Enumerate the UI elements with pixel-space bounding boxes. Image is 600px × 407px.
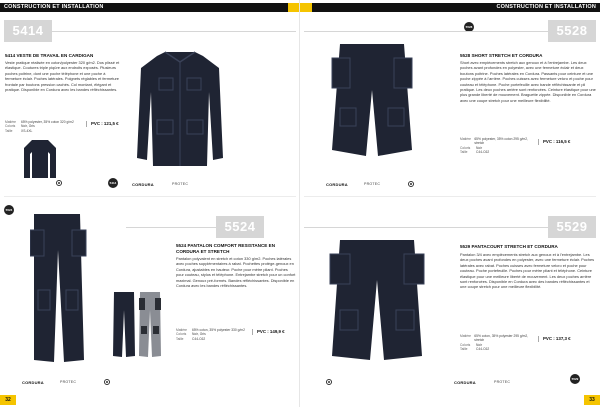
- cordura-logo: [132, 182, 154, 187]
- trousers-variant-black: [112, 290, 136, 360]
- spec-label: Coloris: [460, 145, 471, 150]
- protec-logo: [364, 182, 380, 186]
- protec-logo: [172, 182, 188, 186]
- product-code: 5414: [4, 20, 52, 42]
- product-description: Veste pratique réalisée en coton/polyester 320 g/m2. Dos plissé et élastique. Coutures triple piqûre aux endroits exposés. Plusieurs poches poitrine, dont une poche téléphone et une poche à fermeture éclair. Poches latérales. Poignets réglables et fermeture frontale par boutons pression cachés. Col montant, élégant et pratique. Disponible en Cordura avec les bandes réfléchissantes.: [5, 60, 120, 93]
- cordura-text: CORDURA: [132, 182, 154, 187]
- section-divider: [304, 196, 596, 197]
- section-title: CONSTRUCTION ET INSTALLATION: [496, 4, 596, 10]
- right-page: [300, 0, 600, 407]
- jacket-back-image: [22, 138, 58, 180]
- spec-label: Coloris: [176, 332, 187, 337]
- product-specs: [460, 137, 532, 155]
- certification-icon: [408, 181, 414, 187]
- spec-label: Taille: [460, 150, 468, 155]
- spec-label: Taille: [5, 128, 13, 133]
- protec-text: PROTEC: [60, 380, 77, 384]
- protec-logo: [60, 380, 76, 384]
- product-specs: [176, 328, 248, 341]
- spec-value: 65% polyester, 35% coton 320 g/m2: [21, 120, 74, 124]
- eco-badge: 5529: [570, 374, 580, 384]
- spec-value: C44-C62: [476, 347, 490, 352]
- certification-icon: [56, 180, 62, 186]
- spec-label: Matière: [460, 137, 471, 141]
- product-code: 5528: [548, 20, 596, 42]
- product-code-line: [52, 31, 296, 32]
- trousers-image: [30, 210, 88, 368]
- product-code: 5524: [216, 216, 264, 238]
- header-accent: [300, 3, 312, 12]
- product-code-line: [126, 227, 216, 228]
- product-title: 5529 PANTACOURT STRETCH ET CORDURA: [460, 244, 558, 249]
- product-specs: [5, 120, 75, 133]
- product-price: PVC : 116,5 €: [538, 139, 570, 145]
- product-description: Pantalon 3/4 avec empiècements stretch aux genoux et à l'entrejambe. Les deux poches avant profondes en polyester, avec une fermeture éclair. Poches latérales avec rabat. Poches cuisses avec fermeture velcro et poche pour couteau. Poche portefeuille. Poches pour mètre pliant et téléphone. Ceinture élastique pour une meilleure liberté de mouvement. Les deux poches arrière sont renforcées. Disponible en Cordura avec des bandes réfléchissantes et une coupe stretch pour une meilleure flexibilité.: [460, 252, 595, 290]
- spec-value: 65% polyester, 35% coton 295 g/m2, stretch: [474, 137, 529, 146]
- spec-value: Noir: [476, 342, 483, 347]
- product-code-line: [304, 227, 548, 228]
- cordura-text: CORDURA: [454, 380, 476, 385]
- eco-badge: 5524: [4, 205, 14, 215]
- spec-label: Matière: [460, 334, 471, 338]
- spec-value: 65% coton, 35% polyester 295 g/m2, stretch: [474, 334, 529, 343]
- protec-text: PROTEC: [364, 182, 381, 186]
- eco-badge: 5528: [464, 22, 474, 32]
- cordura-text: CORDURA: [326, 182, 348, 187]
- product-specs: [460, 334, 532, 352]
- trousers-variant-grey: [138, 290, 162, 360]
- cordura-logo: [22, 380, 44, 385]
- product-price: PVC : 121,5 €: [86, 121, 119, 127]
- spec-label: Taille: [176, 336, 184, 341]
- product-code-line: [304, 31, 548, 32]
- certification-icon: [326, 379, 332, 385]
- product-title: 5528 SHORT STRETCH ET CORDURA: [460, 53, 543, 58]
- section-title: CONSTRUCTION ET INSTALLATION: [4, 4, 104, 10]
- three-quarter-trousers-image: [328, 236, 426, 364]
- section-divider: [4, 196, 296, 197]
- product-price: PVC : 149,9 €: [252, 329, 285, 335]
- spec-value: C44-C62: [476, 150, 490, 155]
- spec-label: Matière: [176, 328, 187, 332]
- product-title: 5414 VESTE DE TRAVAIL EN CARDIGAN: [5, 53, 94, 58]
- page-number: 32: [0, 395, 16, 405]
- certification-icon: [104, 379, 110, 385]
- spec-label: Coloris: [5, 124, 16, 129]
- spec-label: Coloris: [460, 342, 471, 347]
- spec-value: XS-4XL: [21, 128, 33, 133]
- jacket-image: [135, 48, 225, 172]
- protec-logo: [494, 380, 510, 384]
- eco-badge: 5414: [108, 178, 118, 188]
- page-number: 33: [584, 395, 600, 405]
- spec-value: C44-C62: [192, 336, 206, 341]
- cordura-logo: [326, 182, 348, 187]
- spec-value: Noir: [476, 145, 483, 150]
- spec-label: Matière: [5, 120, 16, 124]
- product-description: Short avec empiècements stretch aux genoux et à l'entrejambe. Les deux poches avant profondes en polyester, avec une fermeture éclair et deux boutons poitrine. Poches latérales en Cordura. Passants pour ceinture et une poche zippée à l'arrière. Poches cuisses avec fermeture velcro et poche pour couteau et téléphone. Poche portefeuille avec bande réfléchissante et pli pratique. Les deux poches arrière sont renforcées. Ceinture élastique pour une plus grande liberté de mouvement. Braguette zippée. Disponible en Cordura avec une coupe stretch pour une meilleure flexibilité.: [460, 60, 596, 103]
- protec-text: PROTEC: [494, 380, 511, 384]
- spec-value: 65% coton, 35% polyester 330 g/m2: [192, 328, 245, 332]
- spec-value: Noir, Gris: [192, 332, 206, 337]
- product-title: 5524 PANTALON COMFORT RESISTANCE EN CORDURA ET STRETCH: [176, 243, 276, 254]
- shorts-image: [330, 40, 414, 164]
- product-price: PVC : 137,3 €: [538, 336, 571, 342]
- spec-value: Noir, Gris: [21, 124, 35, 129]
- protec-text: PROTEC: [172, 182, 189, 186]
- cordura-logo: [454, 380, 476, 385]
- product-code: 5529: [548, 216, 596, 238]
- product-description: Pantalon polyvalent en stretch et coton 330 g/m2. Poches latérales avec poches supplémentaires à rabat. Pochettes protège-genoux en Cordura, ajustables en hauteur. Poche pour mètre pliant. Poches pour couteau, stylos et téléphone. Entrejambe stretch pour un confort maximal. Genoux pré-formés. Bandes réfléchissantes. Disponible en Cordura avec les bandes réfléchissantes.: [176, 256, 296, 289]
- spec-label: Taille: [460, 347, 468, 352]
- cordura-text: CORDURA: [22, 380, 44, 385]
